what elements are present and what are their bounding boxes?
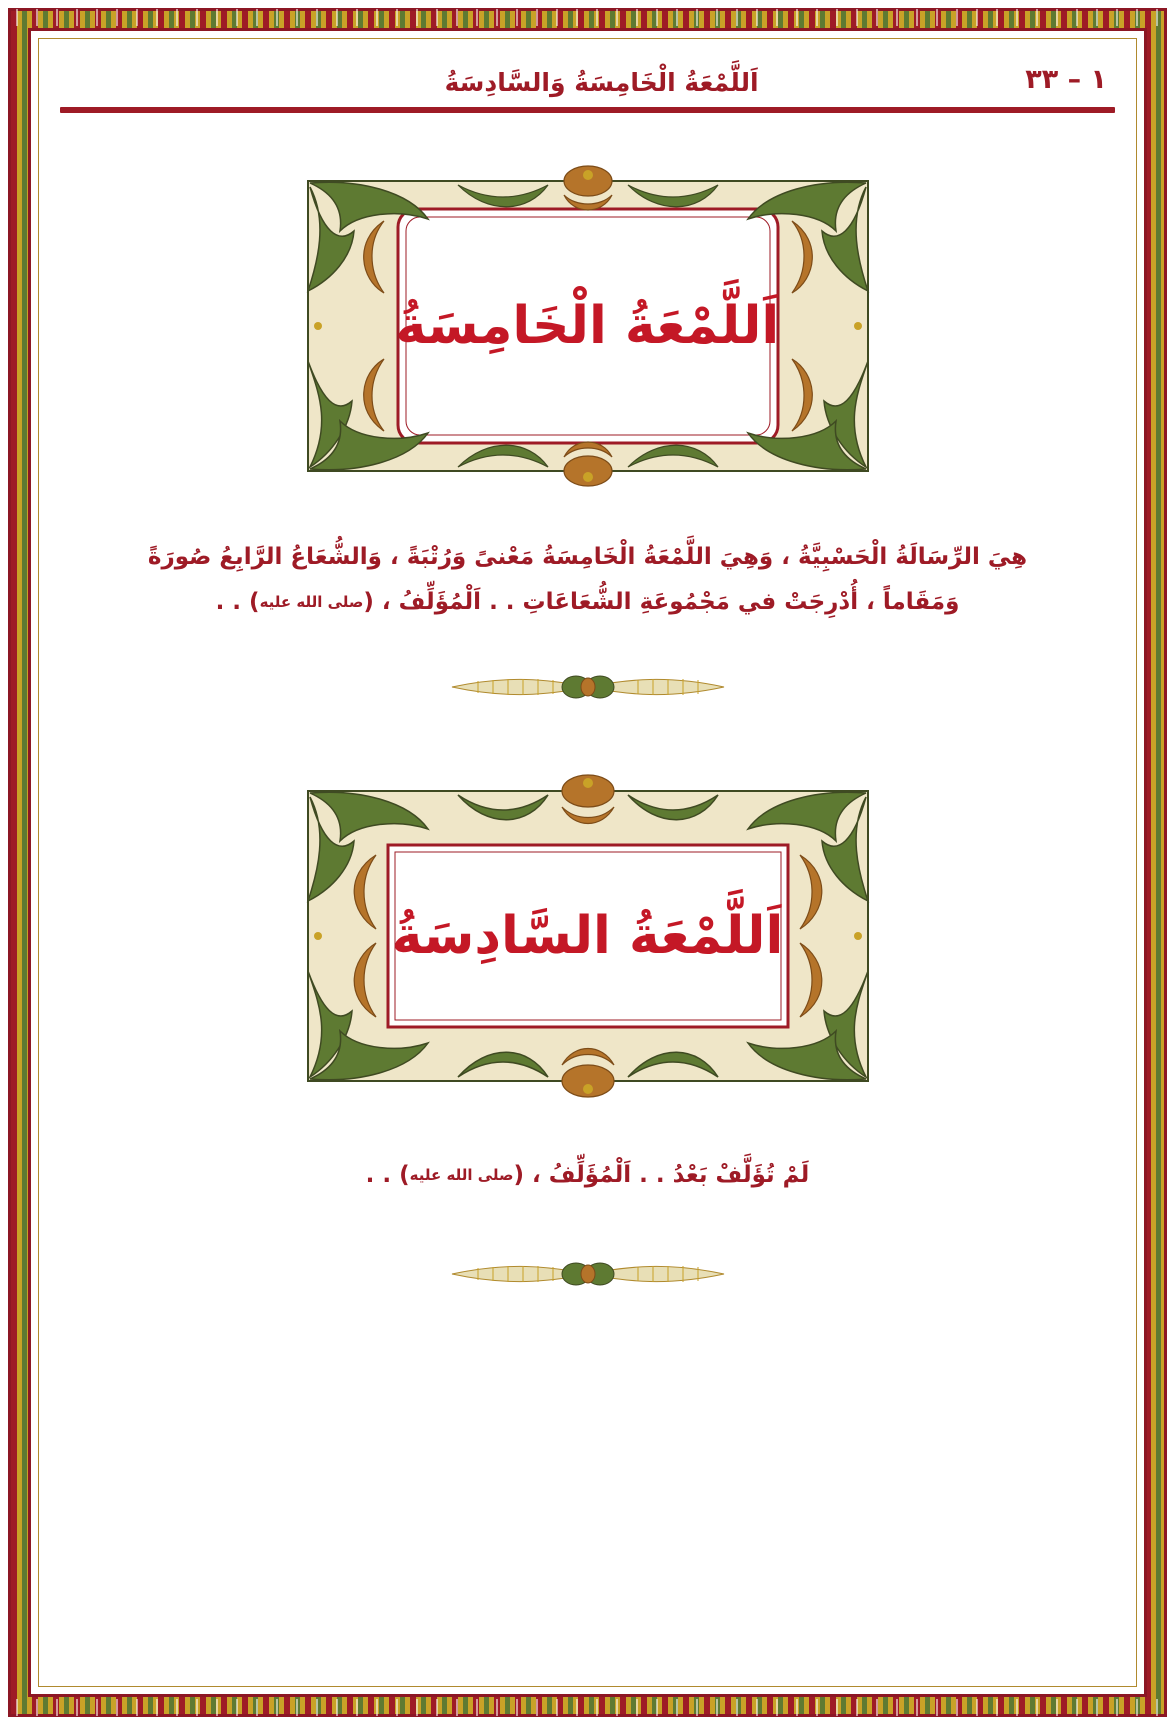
section-title-cartouche-sixth	[288, 771, 888, 1101]
fifth-body-line-2-after: ) . .	[215, 588, 260, 615]
section-title-sixth: اَللَّمْعَةُ السَّادِسَةُ	[391, 905, 784, 966]
leaf-spray-divider-icon	[448, 667, 728, 707]
fifth-body-line-1: هِيَ الرِّسَالَةُ الْحَسْبِيَّةُ ، وَهِيَ اللَّمْعَةُ الْخَامِسَةُ مَعْنىً وَرُتْبَةً ، وَالشُّعَاعُ الرَّابِعُ صُورَةً	[147, 544, 1028, 570]
leaf-spray-divider-bottom	[448, 1254, 728, 1294]
section-title-fifth: اَللَّمْعَةُ الْخَامِسَةُ	[395, 296, 780, 356]
sixth-body-line-before: لَمْ تُؤَلَّفْ بَعْدُ . . اَلْمُؤَلِّفُ ، (	[513, 1161, 810, 1188]
fifth-body-line-2-before: وَمَقَاماً ، أُدْرِجَتْ في مَجْمُوعَةِ الشُّعَاعَاتِ . . اَلْمُؤَلِّفُ ، (	[363, 588, 960, 615]
section-body-sixth	[82, 1153, 1093, 1198]
leaf-spray-divider-top	[448, 667, 728, 707]
header-title: اَللَّمْعَةُ الْخَامِسَةُ وَالسَّادِسَةُ	[444, 68, 759, 97]
section-title-cartouche-fifth	[288, 161, 888, 491]
honorific-mark-sixth: صلى الله عليه	[409, 1165, 514, 1184]
honorific-mark-fifth: صلى الله عليه	[259, 592, 364, 611]
page-content	[52, 52, 1123, 1673]
page-number: ١ – ٣٣	[1025, 64, 1107, 95]
sixth-body-line-after: ) . .	[365, 1161, 410, 1188]
leaf-spray-divider-icon-2	[448, 1254, 728, 1294]
section-body-fifth	[82, 535, 1093, 625]
page-header	[52, 52, 1123, 97]
header-divider-rule	[60, 107, 1115, 113]
